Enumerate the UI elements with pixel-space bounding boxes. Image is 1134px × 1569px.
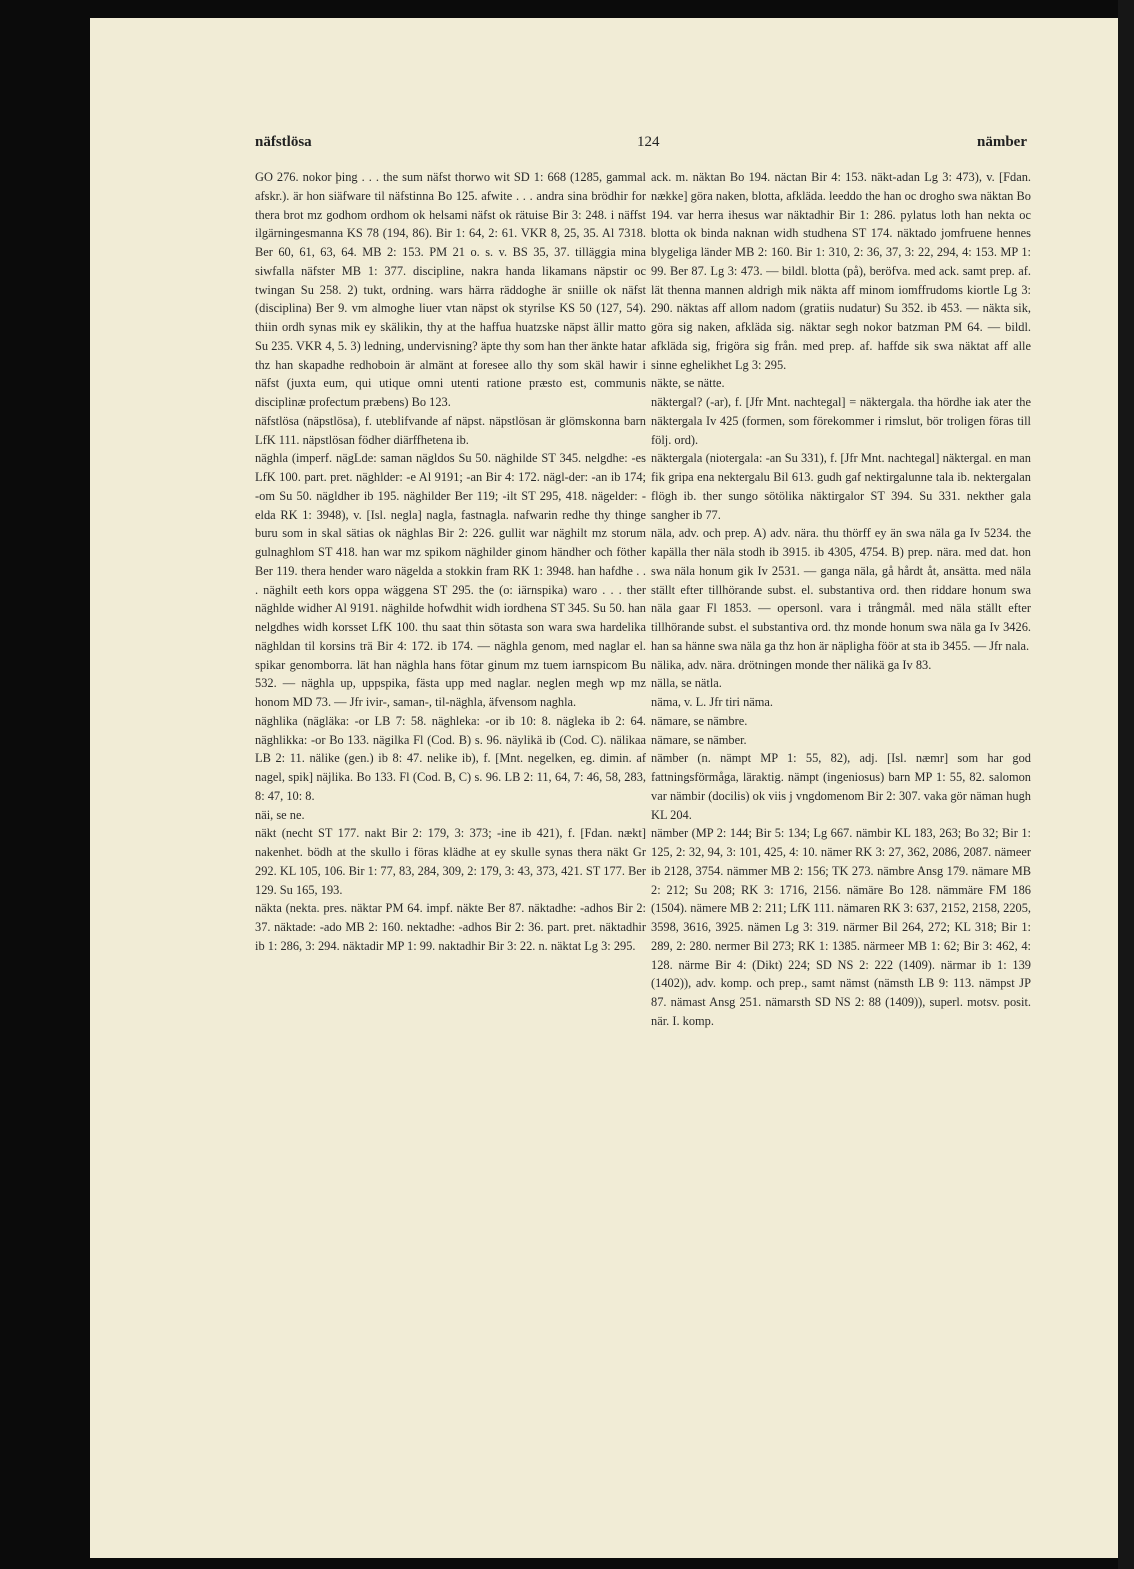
header-right-word: nämber [977, 134, 1027, 150]
entry-paragraph: nämber (MP 2: 144; Bir 5: 134; Lg 667. nämbir KL 183, 263; Bo 32; Bir 1: 125, 2: 32, 94, 3: 101, 425, 4: 10. nämer RK 3: 27, 362, 2086, 2087. nämeer ib 2128, 3754. nämmer MB 2: 156; TK 273. nämbre Ansg 179. nämare MB 2: 212; Su 208; RK 3: 1716, 2156. nämäre Bo 128. nämmäre FM 186 (1504). nämere MB 2: 211; LfK 111. nämaren RK 3: 637, 2152, 2158, 2205, 3598, 3616, 3925. nämen Lg 3: 319. närmer Bil 264, 272; KL 318; Bir 1: 289, 2: 280. nermer Bil 273; RK 1: 1385. närmeer MB 1: 62; Bir 3: 462, 4: 128. närme Bir 4: (Dikt) 224; SD NS 2: 222 (1409). närmar ib 1: 139 (1402)), adv. komp. och prep., samt nämst (nämsth LB 9: 113. nämpst JP 87. nämast Ansg 251. nämarsth SD NS 2: 88 (1409)), superl. motsv. posit. när. I. komp. [651, 826, 1031, 1028]
entry-paragraph: näkta (nekta. pres. näktar PM 64. impf. näkte Ber 87. näktadhe: -adhos Bir 2: 37. näktade: -ado MB 2: 160. nektadhe: -adhos Bir 2: 36. part. pret. näktadhir ib 1: 286, 3: 294. näktadir MP 1: 99. naktadhir Bir 3: 22. n. näktat Lg 3: 295. [255, 901, 646, 953]
running-header [255, 134, 1027, 156]
entry-paragraph: näla, adv. och prep. A) adv. nära. thu thörff ey än swa näla ga Iv 5234. the kapälla ther näla stodh ib 3915. ib 4305, 4754. B) prep. nära. med dat. hon swa näla honum gik Iv 2531. — ganga näla, gå hårdt åt, ansätta. med näla ställt efter tillhörande subst. el. substantiva ord. then riddare honum swa näla gaar Fl 1853. — opersonl. vara i trångmål. med näla ställt efter tillhörande subst. el substantiva ord. thz monde honum swa näla ga Iv 3426. han sa hänne swa näla ga thz hon är näpligha föör at sta ib 3455. — Jfr nala. [651, 526, 1031, 653]
entry-paragraph: näma, v. L. Jfr tiri näma. [651, 695, 774, 709]
left-column [255, 168, 646, 956]
entry-paragraph: ack. m. näktan Bo 194. näctan Bir 4: 153. näkt-adan Lg 3: 473), v. [Fdan. nække] göra naken, blotta, afkläda. leeddo the han oc drogho swa näktan Bo 194. var herra ihesus war näktadhir Bir 1: 286. pylatus loth han nekta oc blotta ok binda naknan widh studhena ST 174. näktado jomfruene hennes blygeliga länder MB 2: 160. Bir 1: 310, 2: 36, 37, 3: 22, 294, 4: 153. MP 1: 99. Ber 87. Lg 3: 473. — bildl. blotta (på), beröfva. med ack. samt prep. af. lät thenna mannen aldrigh mik näkta aff minom iomffrudoms kiortle Lg 3: 290. näktas aff allom nadom (gratiis nudatur) Su 352. ib 453. — näkta sik, göra sig naken, afkläda sig. näktar segh nokor batzman PM 64. — bildl. afkläda sig, frigöra sig från. med prep. af. haffde sik swa näktat aff alle sinne eghelikhet Lg 3: 295. [651, 170, 1031, 372]
entry-paragraph: näkte, se nätte. [651, 376, 725, 391]
entry-paragraph: näktergal? (-ar), f. [Jfr Mnt. nachtegal] = näktergala. tha hördhe iak ater the näktergala Iv 425 (formen, som förekommer i rimslut, bör troligen föras till följ. ord). [651, 395, 1031, 447]
entry-paragraph: nämber (n. nämpt MP 1: 55, 82), adj. [Isl. næmr] som har god fattningsförmåga, läraktig. nämpt (ingeniosus) barn MP 1: 55, 82. salomon var nämbir (docilis) ok viis j vngdomenom Bir 2: 307. vaka gör näman hugh KL 204. [651, 751, 1031, 822]
binding-edge [1118, 0, 1134, 1569]
entry-paragraph: näkt (necht ST 177. nakt Bir 2: 179, 3: 373; -ine ib 421), f. [Fdan. nækt] nakenhet. bödh at the skullo i föras klädhe at ey skulle synas thera näkt Gr 292. KL 105, 106. Bir 1: 77, 83, 284, 309, 2: 179, 3: 43, 373, 421. ST 177. Ber 129. Su 165, 193. [255, 826, 646, 897]
entry-paragraph: GO 276. nokor þing . . . the sum näfst thorwo wit SD 1: 668 (1285, gammal afskr.). är hon siäfware til näfstinna Bo 125. afwite . . . andra sina brödhir for thera brot mz godhom ordhom ok helsami näfst ok rätuise Bir 3: 248. i näffst ilgärningesmanna KS 78 (194, 86). Bir 1: 64, 2: 61. VKR 8, 25, 35. Al 7318. Ber 60, 61, 63, 64. MB 2: 153. PM 21 o. s. v. BS 35, 37. tilläggia mina siwfalla näfster MB 1: 377. discipline, nakra handa likamans näpstir oc twingan Su 258. 2) tukt, ordning. wars härra räddoghe är sniille ok näfst (disciplina) Ber 9. vm almoghe liuer vtan näpst ok styrilse KS 50 (127, 54). thiin ordh synas mik ey skälikin, thy at the haffua huatzske näpst ällir matto Su 235. VKR 4, 5. 3) ledning, undervisning? äpte thy som han ther änkte hatar thz han skapadhe redhoboin är almänt at foresee allo thy som skäl hawir i näfst (juxta eum, qui utique omni utenti ratione præsto est, communis disciplinæ profectum præbens) Bo 123. [255, 170, 646, 409]
entry-paragraph: näktergala (niotergala: -an Su 331), f. [Jfr Mnt. nachtegal] näktergal. en man fik gripa ena nektergalu Bil 613. gudh gaf nektirgalunne tala ib. nektergalan flögh ib. ther sungo sötölika näktirgalor ST 394. Su 331. nekther gala sangher ib 77. [651, 451, 1031, 522]
header-left-word: näfstlösa [255, 134, 312, 150]
entry-paragraph: nälla, se nätla. [651, 676, 722, 691]
entry-paragraph: nämare, se nämber. [651, 732, 747, 747]
entry-paragraph: nämare, se nämbre. [651, 713, 748, 728]
entry-paragraph: näfstlösa (näpstlösa), f. uteblifvande af näpst. näpstlösan är glömskonna barn LfK 111. näpstlösan födher diärffhetena ib. [255, 413, 646, 447]
entry-paragraph: nälika, adv. nära. drötningen monde ther nälikä ga Iv 83. [651, 657, 932, 672]
entry-paragraph: näi, se ne. [255, 807, 305, 822]
entry-paragraph: näghla (imperf. nägLde: saman nägldos Su 50. näghilde ST 345. nelgdhe: -es LfK 100. part. pret. näghlder: -e Al 9191; -an Bir 4: 172. nägl-der: -an ib 174; -om Su 50. nägldher ib 195. näghilder Ber 119; -ilt ST 295, 418. nägelder: -elda RK 1: 3948), v. [Isl. negla] nagla, fastnagla. nafwarin redhe thy thinge buru som in skal sätias ok näghlas Bir 2: 226. gullit war näghilt mz storum gulnaghlom ST 418. han war mz spikom näghilder ginom händher och föther Ber 119. thera hender waro nägelda a stokkin fram RK 1: 3948. han hafdhe . . . näghilt eeth kors oppa wäggena ST 295. the (o: iärnspika) waro . . . ther näghlde widher Al 9191. näghilde hofwdhit widh iordhena ST 345. Su 50. han nelgdhes widh korsset LfK 100. thu saat thin sötasta son wara swa hardelika näghldan til korsins trä Bir 4: 172. ib 174. — näghla genom, med naglar el. spikar genomborra. lät han näghla hans fötar ginum mz tuem iarnspicom Bu 532. — näghla up, uppspika, fästa upp med naglar. neglen megh wp mz honom MD 73. — Jfr ivir-, saman-, til-näghla, äfvensom naghla. [255, 451, 646, 709]
entry-paragraph: näghlika (nägläka: -or LB 7: 58. näghleka: -or ib 10: 8. nägleka ib 2: 64. näghlikka: -or Bo 133. nägilka Fl (Cod. B) s. 96. näylikä ib (Cod. C). nälikaa LB 2: 11. nälike (gen.) ib 8: 47. nelike ib), f. [Mnt. negelken, eg. dimin. af nagel, spik] näjlika. Bo 133. Fl (Cod. B, C) s. 96. LB 2: 11, 64, 7: 46, 58, 283, 8: 47, 10: 8. [255, 713, 646, 803]
page-number: 124 [637, 134, 660, 150]
right-column [651, 168, 1031, 1031]
